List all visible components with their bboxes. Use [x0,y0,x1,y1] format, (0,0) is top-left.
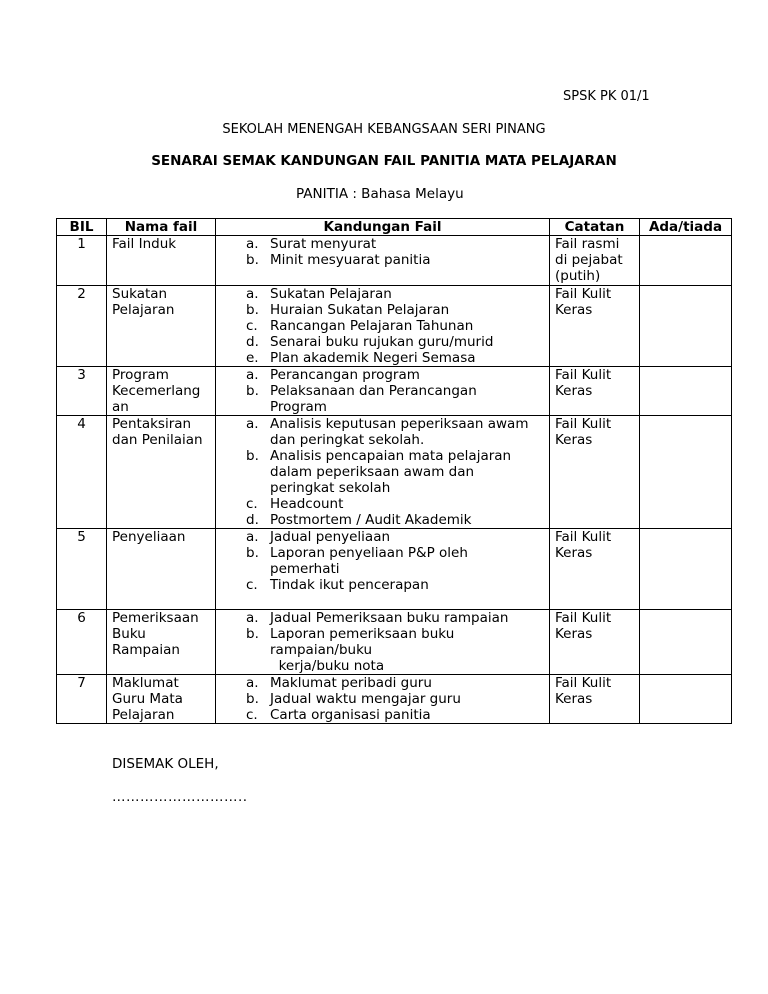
cell-bil: 1 [57,236,107,286]
cell-ada-tiada[interactable] [640,675,732,724]
cell-bil: 2 [57,286,107,367]
nama-fail-line: Pentaksiran [112,416,192,432]
content-list [220,416,545,528]
list-item [246,512,545,528]
list-item-letter: a. [246,286,259,302]
list-item-text: Analisis pencapaian mata pelajaran dalam peperiksaan awam dan peringkat sekolah [270,448,512,496]
cell-nama-fail [107,236,216,286]
list-item-text: Laporan pemeriksaan buku rampaian/buku kerja/buku nota [270,626,455,674]
catatan-line: Fail Kulit [555,416,612,432]
list-item-letter: e. [246,350,259,366]
list-item-letter: d. [246,334,259,350]
panitia-label: PANITIA : Bahasa Melayu [296,186,464,202]
list-item [246,252,545,268]
cell-catatan [550,610,640,675]
list-item [246,610,545,626]
list-item-text: Huraian Sukatan Pelajaran [270,302,450,318]
cell-kandungan-fail [216,610,550,675]
list-item [246,626,545,674]
list-item-letter: c. [246,318,258,334]
list-item-text: Analisis keputusan peperiksaan awam dan peringkat sekolah. [270,416,529,448]
list-item [246,691,545,707]
cell-kandungan-fail [216,416,550,529]
list-item-letter: b. [246,302,259,318]
table-row [57,416,732,529]
list-item-text: Headcount [270,496,344,512]
list-item-letter: b. [246,626,259,642]
list-item-text: Tindak ikut pencerapan [270,577,429,593]
list-item [246,236,545,252]
cell-nama-fail [107,529,216,610]
list-item [246,367,545,383]
cell-ada-tiada[interactable] [640,416,732,529]
nama-fail-line: Guru Mata [112,691,183,707]
catatan-line: (putih) [555,268,601,284]
signature-line: ……………………….. [112,789,248,805]
list-item [246,545,545,577]
cell-kandungan-fail [216,286,550,367]
header-ada-tiada: Ada/tiada [640,219,732,236]
nama-fail-line: Kecemerlang [112,383,201,399]
cell-kandungan-fail [216,236,550,286]
nama-fail-line: Pemeriksaan [112,610,199,626]
header-kandungan-fail: Kandungan Fail [216,219,550,236]
content-list [220,529,545,593]
cell-kandungan-fail [216,675,550,724]
list-item-text: Jadual Pemeriksaan buku rampaian [270,610,509,626]
cell-nama-fail [107,367,216,416]
list-item-letter: c. [246,496,258,512]
list-item-letter: b. [246,383,259,399]
nama-fail-line: Fail Induk [112,236,177,252]
cell-nama-fail [107,286,216,367]
cell-ada-tiada[interactable] [640,367,732,416]
cell-bil: 5 [57,529,107,610]
content-list [220,367,545,415]
cell-ada-tiada[interactable] [640,529,732,610]
catatan-line: Keras [555,545,593,561]
checked-by-label: DISEMAK OLEH, [112,756,219,772]
list-item-letter: c. [246,577,258,593]
list-item [246,302,545,318]
list-item-text: Jadual waktu mengajar guru [270,691,461,707]
nama-fail-line: Sukatan [112,286,168,302]
cell-ada-tiada[interactable] [640,236,732,286]
cell-bil: 7 [57,675,107,724]
list-item-text: Perancangan program [270,367,420,383]
list-item [246,577,545,593]
catatan-line: Fail Kulit [555,610,612,626]
list-item [246,334,545,350]
cell-nama-fail [107,416,216,529]
list-item-letter: a. [246,236,259,252]
list-item-letter: a. [246,529,259,545]
header-catatan: Catatan [550,219,640,236]
catatan-line: Fail Kulit [555,367,612,383]
school-name: SEKOLAH MENENGAH KEBANGSAAN SERI PINANG [222,122,546,137]
cell-catatan [550,236,640,286]
list-item [246,318,545,334]
nama-fail-line: Penyeliaan [112,529,186,545]
list-item-letter: a. [246,416,259,432]
cell-catatan [550,367,640,416]
table-row [57,236,732,286]
catatan-line: Fail Kulit [555,286,612,302]
nama-fail-line: Pelajaran [112,707,175,723]
nama-fail-line: Pelajaran [112,302,175,318]
table-row [57,367,732,416]
document-reference-code: SPSK PK 01/1 [563,89,650,104]
catatan-line: Fail rasmi [555,236,620,252]
list-item-letter: b. [246,545,259,561]
cell-bil: 3 [57,367,107,416]
cell-nama-fail [107,610,216,675]
list-item-text: Laporan penyeliaan P&P oleh pemerhati [270,545,468,577]
list-item-text: Pelaksanaan dan Perancangan Program [270,383,477,415]
content-list [220,286,545,366]
list-item-letter: c. [246,707,258,723]
catatan-line: di pejabat [555,252,623,268]
document-title: SENARAI SEMAK KANDUNGAN FAIL PANITIA MATA PELAJARAN [151,153,617,169]
list-item-text: Surat menyurat [270,236,377,252]
catatan-line: Fail Kulit [555,529,612,545]
cell-kandungan-fail [216,367,550,416]
nama-fail-line: Program [112,367,169,383]
list-item [246,675,545,691]
list-item-letter: a. [246,610,259,626]
cell-kandungan-fail [216,529,550,610]
table-row [57,286,732,367]
nama-fail-line: Rampaian [112,642,180,658]
list-item-text: Rancangan Pelajaran Tahunan [270,318,474,334]
list-item-text: Jadual penyeliaan [270,529,391,545]
list-item-text: Senarai buku rujukan guru/murid [270,334,494,350]
list-item [246,383,545,415]
list-item [246,448,545,496]
list-item [246,496,545,512]
table-row [57,675,732,724]
list-item-text: Plan akademik Negeri Semasa [270,350,476,366]
list-item-letter: b. [246,448,259,464]
nama-fail-line: an [112,399,129,415]
cell-ada-tiada[interactable] [640,286,732,367]
cell-catatan [550,675,640,724]
list-item-letter: d. [246,512,259,528]
list-item-text: Carta organisasi panitia [270,707,431,723]
cell-catatan [550,416,640,529]
catatan-line: Keras [555,383,593,399]
content-list [220,675,545,723]
nama-fail-line: Buku [112,626,146,642]
header-bil: BIL [57,219,107,236]
header-nama-fail: Nama fail [107,219,216,236]
list-item-text: Maklumat peribadi guru [270,675,432,691]
cell-catatan [550,286,640,367]
list-item [246,529,545,545]
list-item [246,286,545,302]
list-item [246,350,545,366]
list-item-text: Postmortem / Audit Akademik [270,512,472,528]
content-list [220,236,545,268]
catatan-line: Keras [555,626,593,642]
cell-bil: 4 [57,416,107,529]
content-list [220,610,545,674]
list-item-letter: a. [246,367,259,383]
catatan-line: Fail Kulit [555,675,612,691]
table-row [57,529,732,610]
cell-nama-fail [107,675,216,724]
cell-ada-tiada[interactable] [640,610,732,675]
cell-catatan [550,529,640,610]
catatan-line: Keras [555,302,593,318]
nama-fail-line: dan Penilaian [112,432,203,448]
list-item-letter: b. [246,252,259,268]
table-header-row [57,219,732,236]
list-item [246,416,545,448]
list-item-text: Sukatan Pelajaran [270,286,392,302]
list-item [246,707,545,723]
list-item-letter: a. [246,675,259,691]
list-item-letter: b. [246,691,259,707]
checklist-table [56,218,732,724]
cell-bil: 6 [57,610,107,675]
table-row [57,610,732,675]
list-item-text: Minit mesyuarat panitia [270,252,431,268]
table-body [57,236,732,724]
nama-fail-line: Maklumat [112,675,179,691]
catatan-line: Keras [555,432,593,448]
catatan-line: Keras [555,691,593,707]
